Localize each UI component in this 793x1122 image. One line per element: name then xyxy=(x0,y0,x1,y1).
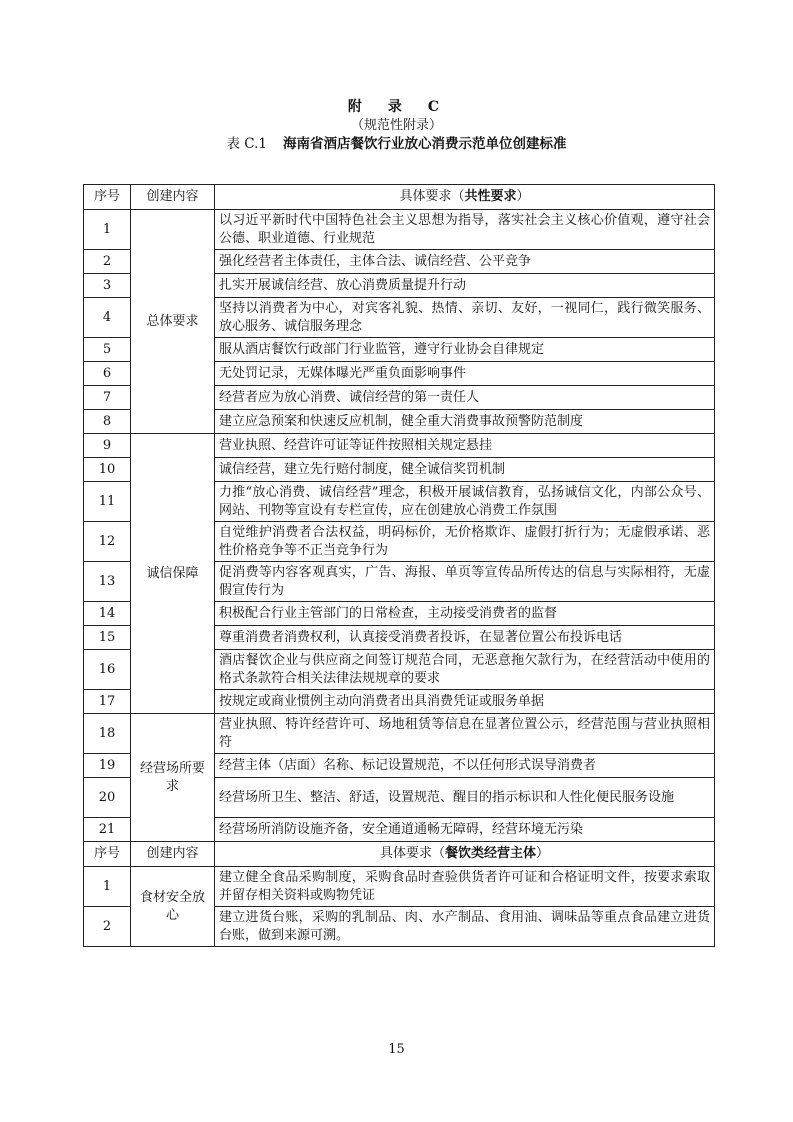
table-header-row xyxy=(84,842,715,867)
row-number: 7 xyxy=(84,386,131,410)
row-number: 8 xyxy=(84,410,131,434)
header-prefix: 具体要求（ xyxy=(399,189,465,204)
requirement-text: 积极配合行业主管部门的日常检查，主动接受消费者的监督 xyxy=(215,602,715,626)
category-cell: 总体要求 xyxy=(131,210,215,434)
category-cell: 诚信保障 xyxy=(131,434,215,714)
column-header-requirements xyxy=(215,842,715,867)
header-prefix: 具体要求（ xyxy=(379,846,445,861)
row-number: 15 xyxy=(84,626,131,650)
normative-note: （规范性附录） xyxy=(350,118,442,133)
requirement-text: 强化经营者主体责任，主体合法、诚信经营、公平竞争 xyxy=(215,250,715,274)
requirement-text: 经营场所消防设施齐备，安全通道通畅无障碍，经营环境无污染 xyxy=(215,818,715,842)
column-header-content: 创建内容 xyxy=(131,842,215,867)
header-suffix: ） xyxy=(536,846,550,861)
table-row xyxy=(84,210,715,250)
appendix-heading: 附 录 C xyxy=(347,99,446,115)
requirement-text: 经营者应为放心消费、诚信经营的第一责任人 xyxy=(215,386,715,410)
row-number: 9 xyxy=(84,434,131,458)
table-row xyxy=(84,867,715,907)
standards-table xyxy=(83,184,715,947)
table-header-row xyxy=(84,185,715,210)
table-number: 表 C.1 xyxy=(226,136,268,152)
requirement-text: 服从酒店餐饮行政部门行业监管，遵守行业协会自律规定 xyxy=(215,338,715,362)
row-number: 2 xyxy=(84,907,131,947)
row-number: 19 xyxy=(84,754,131,778)
row-number: 1 xyxy=(84,867,131,907)
table-caption xyxy=(0,132,793,152)
row-number: 11 xyxy=(84,482,131,522)
requirement-text: 自觉维护消费者合法权益，明码标价，无价格欺诈、虚假打折行为；无虚假承诺、恶性价格竞争等不正当竞争行为 xyxy=(215,522,715,562)
requirement-text: 酒店餐饮企业与供应商之间签订规范合同，无恶意拖欠款行为，在经营活动中使用的格式条款符合相关法律法规规章的要求 xyxy=(215,650,715,690)
requirement-text: 尊重消费者消费权利，认真接受消费者投诉，在显著位置公布投诉电话 xyxy=(215,626,715,650)
row-number: 4 xyxy=(84,298,131,338)
row-number: 6 xyxy=(84,362,131,386)
requirement-text: 扎实开展诚信经营、放心消费质量提升行动 xyxy=(215,274,715,298)
row-number: 5 xyxy=(84,338,131,362)
column-header-requirements xyxy=(215,185,715,210)
row-number: 16 xyxy=(84,650,131,690)
page-number: 15 xyxy=(388,1042,405,1057)
row-number: 18 xyxy=(84,714,131,754)
requirement-text: 坚持以消费者为中心，对宾客礼貌、热情、亲切、友好，一视同仁，践行微笑服务、放心服务、诚信服务理念 xyxy=(215,298,715,338)
requirement-text: 按规定或商业惯例主动向消费者出具消费凭证或服务单据 xyxy=(215,690,715,714)
row-number: 17 xyxy=(84,690,131,714)
row-number: 2 xyxy=(84,250,131,274)
requirement-text: 建立应急预案和快速反应机制，健全重大消费事故预警防范制度 xyxy=(215,410,715,434)
row-number: 12 xyxy=(84,522,131,562)
table-title: 海南省酒店餐饮行业放心消费示范单位创建标准 xyxy=(283,136,567,152)
table-row xyxy=(84,434,715,458)
table-row xyxy=(84,714,715,754)
requirement-text: 营业执照、特许经营许可、场地租赁等信息在显著位置公示，经营范围与营业执照相符 xyxy=(215,714,715,754)
requirement-text: 经营场所卫生、整洁、舒适，设置规范、醒目的指示标识和人性化便民服务设施 xyxy=(215,778,715,818)
row-number: 3 xyxy=(84,274,131,298)
section-label: 餐饮类经营主体 xyxy=(444,846,536,861)
header-suffix: ） xyxy=(516,189,530,204)
requirement-text: 建立健全食品采购制度，采购食品时查验供货者许可证和合格证明文件，按要求索取并留存相关资料或购物凭证 xyxy=(215,867,715,907)
requirement-text: 营业执照、经营许可证等证件按照相关规定悬挂 xyxy=(215,434,715,458)
requirement-text: 建立进货台账，采购的乳制品、肉、水产制品、食用油、调味品等重点食品建立进货台账，做到来源可溯。 xyxy=(215,907,715,947)
column-header-no: 序号 xyxy=(84,842,131,867)
row-number: 13 xyxy=(84,562,131,602)
section-label: 共性要求 xyxy=(464,189,517,204)
row-number: 1 xyxy=(84,210,131,250)
row-number: 14 xyxy=(84,602,131,626)
column-header-no: 序号 xyxy=(84,185,131,210)
category-cell: 食材安全放心 xyxy=(131,867,215,947)
requirement-text: 力推“放心消费、诚信经营”理念，积极开展诚信教育，弘扬诚信文化，内部公众号、网站、刊物等宣设有专栏宣传，应在创建放心消费工作氛围 xyxy=(215,482,715,522)
row-number: 20 xyxy=(84,778,131,818)
row-number: 10 xyxy=(84,458,131,482)
requirement-text: 经营主体（店面）名称、标记设置规范，不以任何形式误导消费者 xyxy=(215,754,715,778)
column-header-content: 创建内容 xyxy=(131,185,215,210)
requirement-text: 以习近平新时代中国特色社会主义思想为指导，落实社会主义核心价值观，遵守社会公德、职业道德、行业规范 xyxy=(215,210,715,250)
category-cell: 经营场所要求 xyxy=(131,714,215,842)
requirement-text: 无处罚记录，无媒体曝光严重负面影响事件 xyxy=(215,362,715,386)
requirement-text: 诚信经营，建立先行赔付制度，健全诚信奖罚机制 xyxy=(215,458,715,482)
row-number: 21 xyxy=(84,818,131,842)
requirement-text: 促消费等内容客观真实，广告、海报、单页等宣传品所传达的信息与实际相符，无虚假宣传行为 xyxy=(215,562,715,602)
